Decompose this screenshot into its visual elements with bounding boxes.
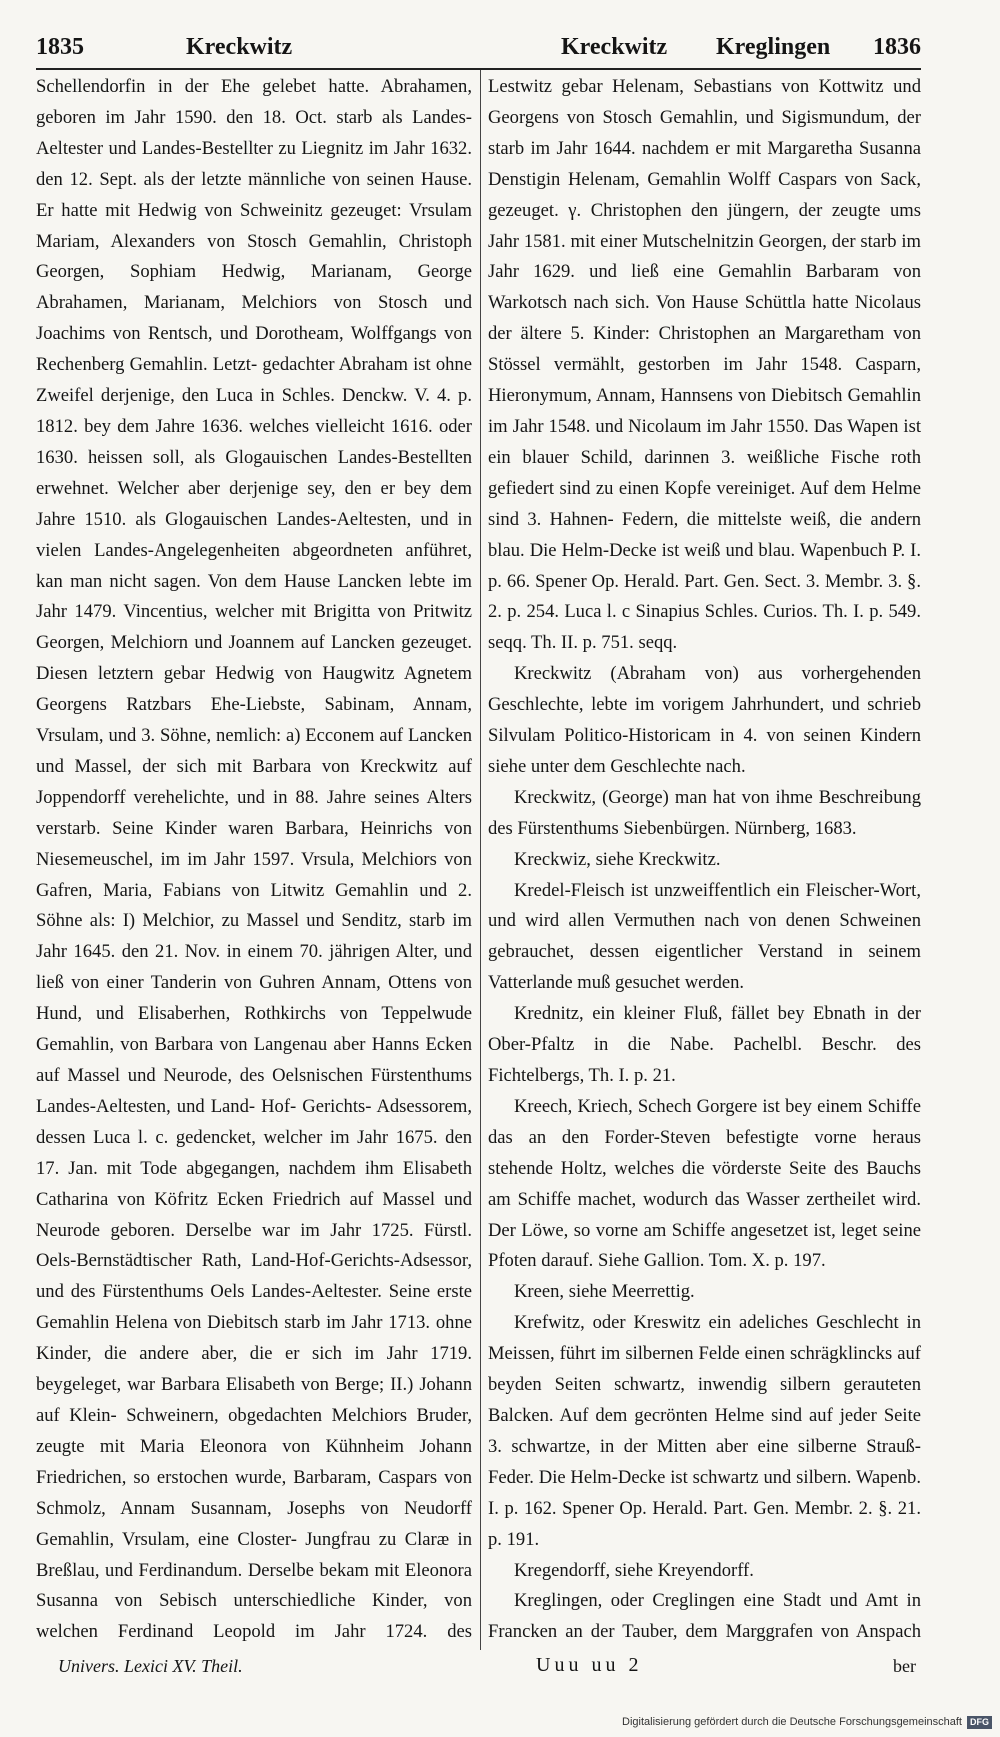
entry-kreckwitz-abraham: Kreckwitz (Abraham von) aus vorhergehenden Geschlechte, lebte im vorigem Jahrhundert, und schrieb Silvulam Politico-Historicam in 4. von seinen Kindern siehe unter dem Geschlechte nach.: [488, 663, 921, 777]
entry-kreckwiz: Kreckwiz, siehe Kreckwitz.: [514, 848, 721, 870]
entry-kredel-fleisch: Kredel-Fleisch ist unzweiffentlich ein Fleischer-Wort, und wird allen Vermuthen nach von denen Schweinen gebrauchet, dessen eigentlicher Verstand in seinem Vatterlande muß gesuchet werden.: [488, 879, 921, 994]
dfg-logo-icon: DFG: [967, 1716, 992, 1729]
left-page-number: 1835: [36, 34, 84, 60]
entry-krefwitz: Krefwitz, oder Kreswitz ein adeliches Geschlecht in Meissen, führt im silbernen Felde einen schrägklincks auf beyden Seiten schwartz, inwendig silbern gerauteten Balcken. Auf dem gecrönten Helme sind auf jeder Seite 3. schwartze, in der Mitten aber eine silberne Strauß-Feder. Die Helm-Decke ist schwartz und silbern. Wapenb. I. p. 162. Spener Op. Herald. Part. Gen. Membr. 2. §. 21. p. 191.: [488, 1312, 921, 1550]
footer-catchword: ber: [893, 1656, 916, 1676]
footer-signature-mark: Uuu uu 2: [536, 1654, 643, 1676]
running-head: [36, 34, 921, 68]
footer-signature: Univers. Lexici XV. Theil.: [58, 1656, 243, 1676]
right-headword-first: Kreckwitz: [561, 34, 668, 60]
credit-text: Digitalisierung gefördert durch die Deutsche Forschungsgemeinschaft: [622, 1716, 962, 1728]
entry-kregendorff: Kregendorff, siehe Kreyendorff.: [514, 1559, 754, 1581]
right-column: [488, 72, 921, 1650]
entry-kreglingen: Kreglingen, oder Creglingen eine Stadt und Amt in Francken an der Tauber, dem Marggrafen von Anspach: [488, 1590, 921, 1643]
left-paragraph-0: Schellendorfin in der Ehe gelebet hatte. Abrahamen, geboren im Jahr 1590. den 18. Oct. starb als Landes-Aeltester und Landes-Bestellter zu Liegnitz im Jahr 1632. den 12. Sept. als der letzte männliche von seinen Hause. Er hatte mit Hedwig von Schweinitz gezeuget: Vrsulam Mariam, Alexanders von Stosch Gemahlin, Christoph Georgen, Sophiam Hedwig, Marianam, George Abrahamen, Marianam, Melchiors von Stosch und Joachims von Rentsch, und Dorotheam, Wolffgangs von Rechenberg Gemahlin. Letzt- gedachter Abraham ist ohne Zweifel derjenige, den Luca in Schles. Denckw. V. 4. p. 1812. bey dem Jahre 1636. welches vielleicht 1616. oder 1630. heissen soll, als Glogauischen Landes-Bestellten erwehnet. Welcher aber derjenige sey, den er bey dem Jahre 1510. als Glogauischen Landes-Aeltesten, und in vielen Landes-Angelegenheiten abgeordneten anführet, kan man nicht sagen. Von dem Hause Lancken lebte im Jahr 1479. Vincentius, welcher mit Brigitta von Pritwitz Georgen, Melchiorn und Joannem auf Lancken gezeuget. Diesen letztern gebar Hedwig von Haugwitz Agnetem Georgens Ratzbars Ehe-Liebste, Sabinam, Annam, Vrsulam, und 3. Söhne, nemlich: a) Ecconem auf Lancken und Massel, der sich mit Barbara von Kreckwitz auf Joppendorff verehelichte, und in 88. Jahre seines Alters verstarb. Seine Kinder waren Barbara, Heinrichs von Niesemeuschel, im im Jahr 1597. Vrsula, Melchiors von Gafren, Maria, Fabians von Litwitz Gemahlin und 2. Söhne als: I) Melchior, zu Massel und Senditz, starb im Jahr 1645. den 21. Nov. in einem 70. jährigen Alter, und ließ von einer Tanderin von Guhren Annam, Ottens von Hund, und Elisaberhen, Rothkirchs von Teppelwude Gemahlin, von Barbara von Langenau aber Hanns Ecken auf Massel und Neurode, des Oelsnischen Fürstenthums Landes-Aeltesten, und Land- Hof- Gerichts- Adsessorem, dessen Luca l. c. gedencket, welcher im Jahr 1675. den 17. Jan. mit Tode abgegangen, nachdem ihm Elisabeth Catharina von Köfritz Ecken Friedrich auf Massel und Neurode geboren. Derselbe war im Jahr 1725. Fürstl. Oels-Bernstädtischer Rath, Land-Hof-Gerichts-Adsessor, und des Fürstenthums Oels Landes-Aeltester. Seine erste Gemahlin Helena von Diebitsch starb im Jahr 1713. ohne Kinder, die andere aber, die er sich im Jahr 1719. beygeleget, war Barbara Elisabeth von Berge; II.) Johann auf Klein- Schweinern, obgedachten Melchiors Bruder, zeugte mit Maria Eleonora von Kühnheim Johann Friedrichen, so erstochen wurde, Barbaram, Caspars von Schmolz, Annam Susannam, Josephs von Neudorff Gemahlin, Vrsulam, eine Closter- Jungfrau zu Claræ in Breßlau, und Ferdinandum. Derselbe bekam mit Eleonora Susanna von Sebisch unterschiedliche Kinder, von welchen Ferdinand Leopold im Jahr 1724. des: [36, 76, 472, 1643]
digitization-credit: [622, 1714, 992, 1730]
entry-kreech: Kreech, Kriech, Schech Gorgere ist bey einem Schiffe das an den Forder-Steven befestigte vorne heraus stehende Holtz, welches die vörderste Seite des Bauchs am Schiffe machet, wodurch das Wasser zertheilet wird. Der Löwe, so vorne am Schiffe angesetzet ist, leget seine Pfoten darauf. Siehe Gallion. Tom. X. p. 197.: [488, 1095, 921, 1272]
right-paragraph-0: Lestwitz gebar Helenam, Sebastians von Kottwitz und Georgens von Stosch Gemahlin, und Sigismundum, der starb im Jahr 1644. nachdem er mit Margaretha Susanna Denstigin Helenam, Gemahlin Wolff Caspars von Sack, gezeuget. γ. Christophen den jüngern, der zeugte ums Jahr 1581. mit einer Mutschelnitzin Georgen, der starb im Jahr 1629. und ließ eine Gemahlin Barbaram von Warkotsch nach sich. Von Hause Schüttla hatte Nicolaus der ältere 5. Kinder: Christophen an Margaretham von Stössel vermählt, gestorben im Jahr 1548. Casparn, Hieronymum, Annam, Hannsens von Diebitsch Gemahlin im Jahr 1548. und Nicolaum im Jahr 1550. Das Wapen ist ein blauer Schild, darinnen 3. weißliche Fische roth gefiedert sind zu einen Kopfe vereiniget. Auf dem Helme sind 3. Hahnen- Federn, die mittelste weiß, die andern blau. Die Helm-Decke ist weiß und blau. Wapenbuch P. I. p. 66. Spener Op. Herald. Part. Gen. Sect. 3. Membr. 3. §. 2. p. 254. Luca l. c Sinapius Schles. Curios. Th. I. p. 549. seqq. Th. II. p. 751. seqq.: [488, 76, 921, 654]
right-headword-last: Kreglingen: [716, 34, 831, 60]
entry-kreckwitz-george: Kreckwitz, (George) man hat von ihme Beschreibung des Fürstenthums Siebenbürgen. Nürnberg, 1683.: [488, 786, 921, 839]
header-rule: [36, 68, 921, 70]
right-page-number: 1836: [873, 34, 921, 60]
entry-kreen: Kreen, siehe Meerrettig.: [514, 1281, 695, 1303]
entry-krednitz: Krednitz, ein kleiner Fluß, fället bey Ebnath in der Ober-Pfaltz in die Nabe. Pachelbl. Beschr. des Fichtelbergs, Th. I. p. 21.: [488, 1003, 921, 1086]
left-headword: Kreckwitz: [186, 34, 293, 60]
column-divider: [480, 70, 481, 1650]
left-column: [36, 72, 472, 1650]
